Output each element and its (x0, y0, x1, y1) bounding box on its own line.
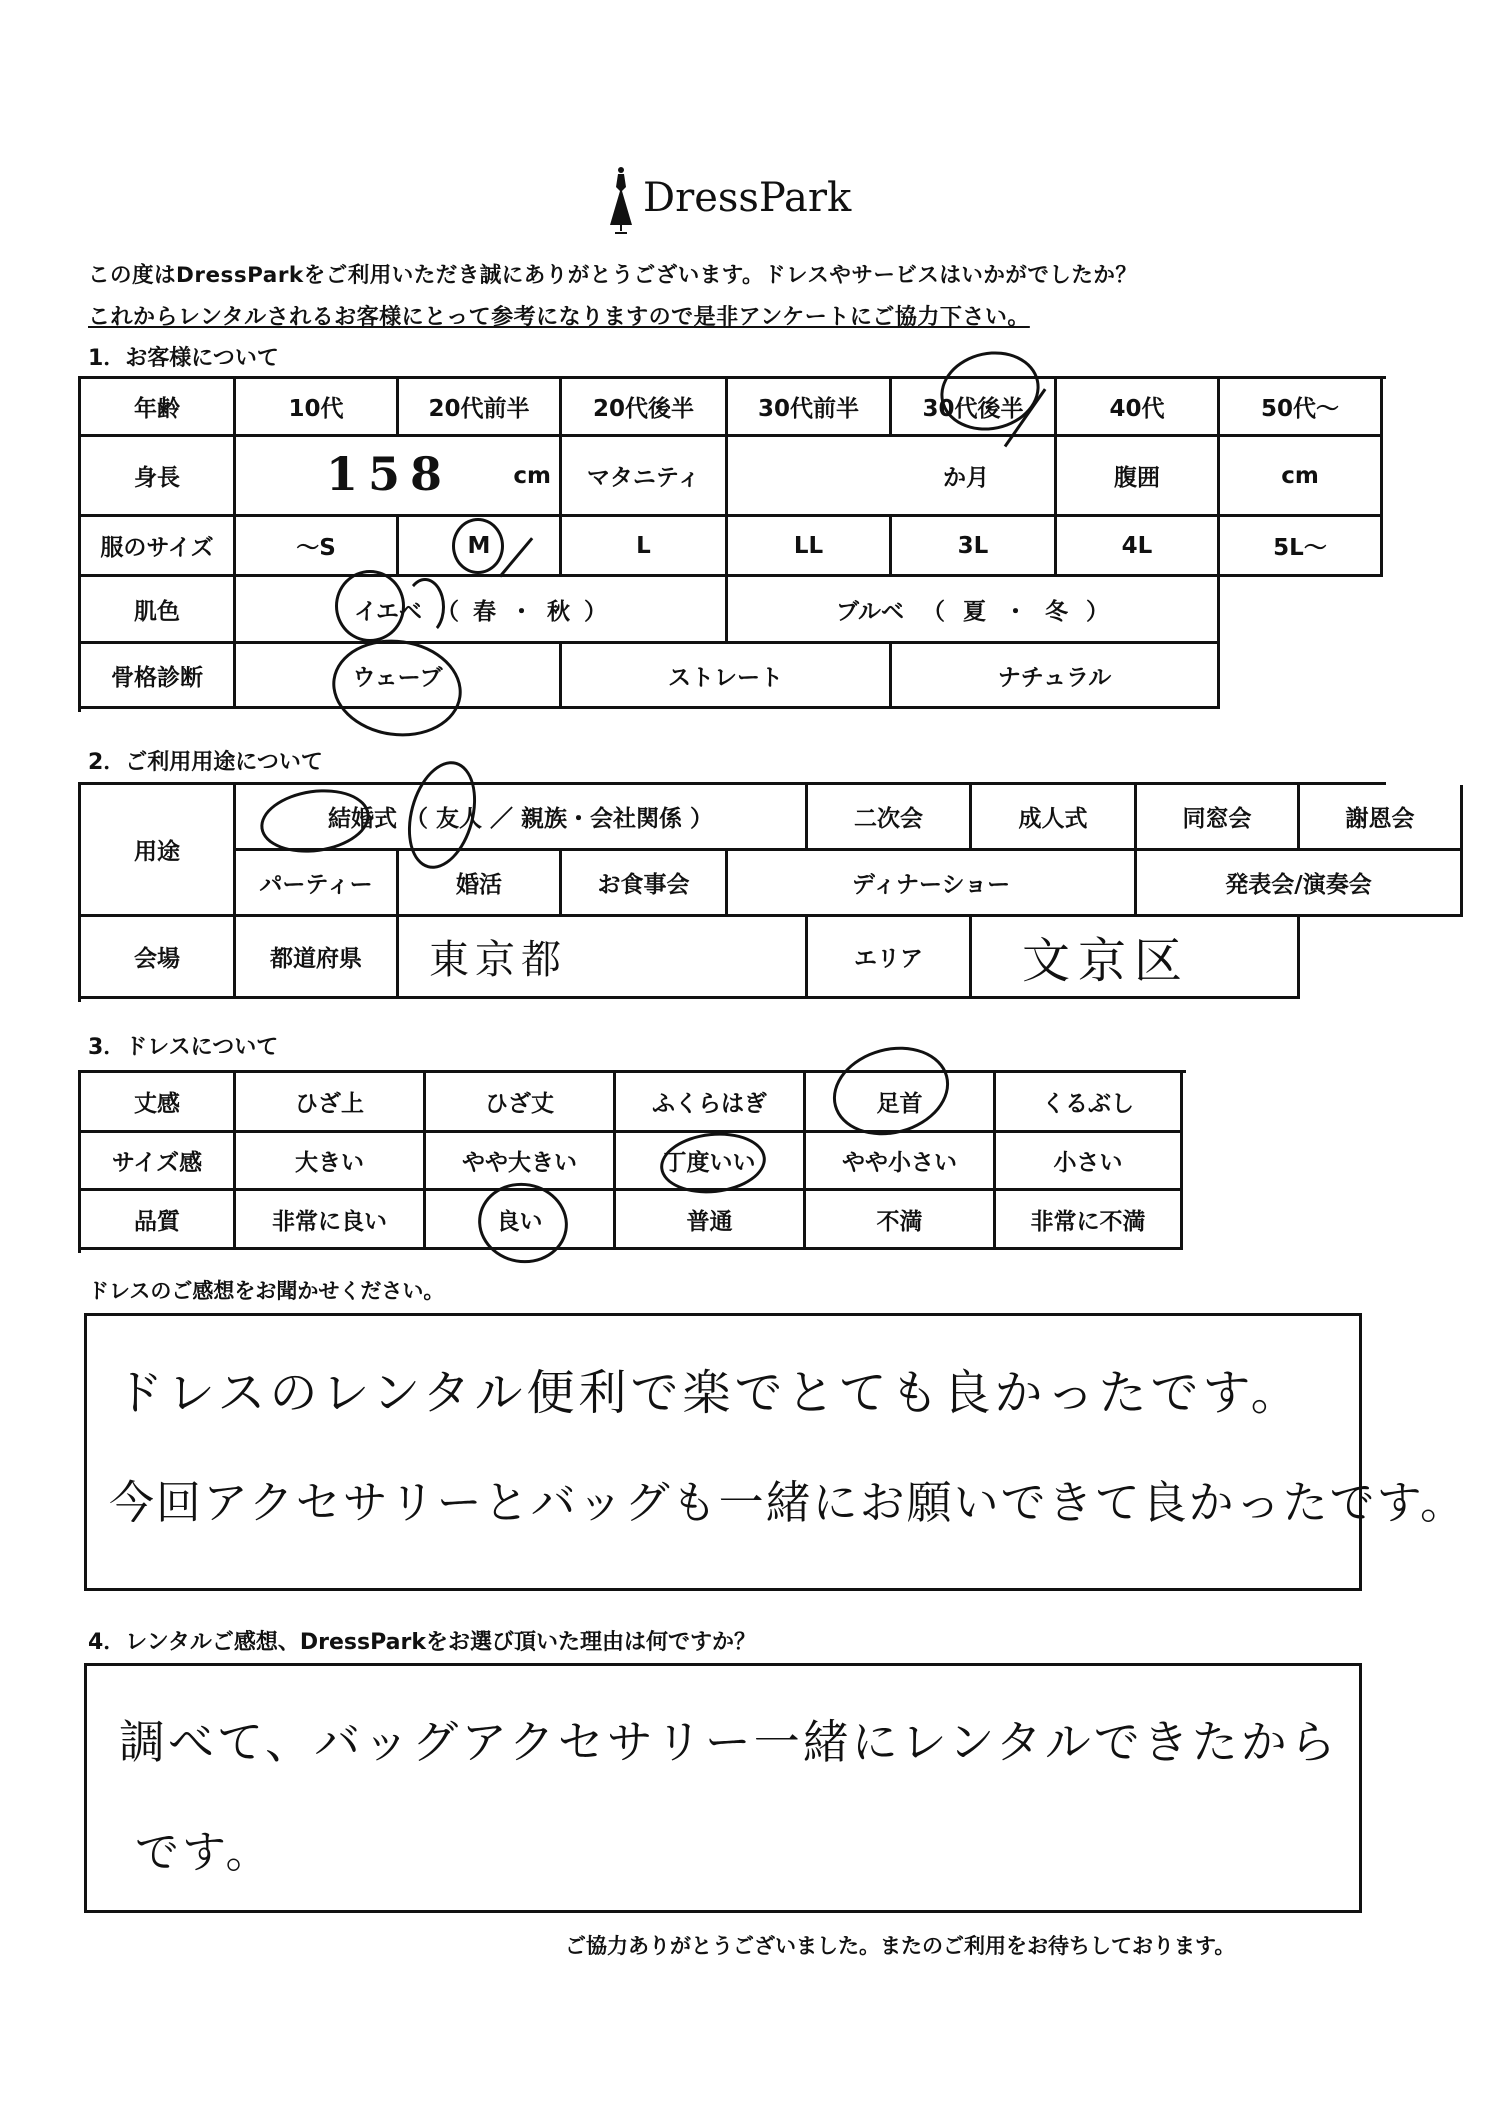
paren-close: ） (1086, 598, 1110, 625)
area-field[interactable] (972, 917, 1300, 999)
slash: ／ (490, 806, 513, 832)
fit-option-selected[interactable]: 丁度いい (616, 1133, 806, 1191)
length-option[interactable]: ふくらはぎ (616, 1073, 806, 1133)
size-option[interactable]: ～S (236, 517, 399, 577)
reason-line-2: です。 (135, 1827, 273, 1878)
coming-of-age-option[interactable]: 成人式 (972, 785, 1137, 851)
brand-name: DressPark (643, 175, 852, 221)
konkatsu-option[interactable]: 婚活 (399, 851, 562, 917)
wedding-label: 結婚式 (328, 806, 397, 832)
winter-option: 冬 (1045, 598, 1069, 625)
spring-option: 春 (473, 598, 497, 625)
relatives-option: 親族・会社関係 (521, 806, 682, 832)
fit-option[interactable]: やや大きい (426, 1133, 616, 1191)
height-unit: cm (513, 462, 551, 489)
fit-option[interactable]: 小さい (996, 1133, 1183, 1191)
reason-box[interactable] (84, 1663, 1362, 1913)
size-option-selected[interactable]: M (399, 517, 562, 577)
area-label: エリア (808, 917, 972, 999)
waist-unit: cm (1281, 462, 1319, 489)
after-party-option[interactable]: 二次会 (808, 785, 972, 851)
skin-selection-bracket (405, 578, 445, 636)
feedback-box[interactable] (84, 1313, 1468, 1591)
recital-option[interactable]: 発表会/演奏会 (1137, 851, 1463, 917)
fit-label: サイズ感 (81, 1133, 236, 1191)
yellow-base-label: イエベ (353, 598, 423, 625)
skeleton-option-selected[interactable]: ウェーブ (236, 644, 562, 709)
age-option[interactable]: 20代前半 (399, 379, 562, 437)
summer-option: 夏 (963, 598, 987, 625)
separator-dot: ・ (1004, 598, 1028, 625)
feedback-line-2: 今回アクセサリーとバッグも一緒にお願いできて良かったです。 (109, 1476, 1468, 1529)
size-option[interactable]: L (562, 517, 728, 577)
customer-table (78, 376, 1386, 712)
age-option[interactable]: 50代～ (1220, 379, 1383, 437)
length-option[interactable]: ひざ丈 (426, 1073, 616, 1133)
section3-title: 3．ドレスについて (88, 1035, 279, 1060)
paren-close: ） (584, 598, 608, 625)
length-option-selected[interactable]: 足首 (806, 1073, 996, 1133)
intro-line-2: これからレンタルされるお客様にとって参考になりますので是非アンケートにご協力下さい。 (88, 305, 1030, 330)
length-label: 丈感 (81, 1073, 236, 1133)
maternity-label: マタニティ (562, 437, 728, 517)
fit-option[interactable]: やや小さい (806, 1133, 996, 1191)
footer-thanks: ご協力ありがとうございました。またのご利用をお待ちしております。 (565, 1934, 1236, 1958)
friend-option: 友人 (436, 806, 482, 832)
area-value: 文京区 (1022, 933, 1191, 989)
quality-option[interactable]: 非常に良い (236, 1191, 426, 1250)
length-option[interactable]: くるぶし (996, 1073, 1183, 1133)
prefecture-field[interactable] (399, 917, 808, 999)
age-label: 年齢 (81, 379, 236, 437)
section1-title: 1．お客様について (88, 346, 279, 371)
height-value: 158 (326, 447, 453, 501)
size-option[interactable]: 3L (892, 517, 1057, 577)
size-option[interactable]: 4L (1057, 517, 1220, 577)
skeleton-label: 骨格診断 (81, 644, 236, 709)
quality-option[interactable]: 非常に不満 (996, 1191, 1183, 1250)
reason-line-1: 調べて、バッグアクセサリー一緒にレンタルできたから (119, 1715, 1339, 1769)
venue-label: 会場 (81, 917, 236, 999)
length-option[interactable]: ひざ上 (236, 1073, 426, 1133)
dinner-option[interactable]: お食事会 (562, 851, 728, 917)
paren-open: （ (405, 806, 428, 832)
age-option[interactable]: 20代後半 (562, 379, 728, 437)
prefecture-label: 都道府県 (236, 917, 399, 999)
size-selection-circle (452, 518, 504, 574)
skin-label: 肌色 (81, 577, 236, 644)
dress-icon (608, 165, 634, 235)
purpose-label: 用途 (81, 785, 236, 917)
logo (608, 165, 852, 235)
feedback-line-1: ドレスのレンタル便利で楽でとても良かったです。 (115, 1365, 1303, 1421)
paren-open: （ (922, 598, 946, 625)
autumn-option: 秋 (547, 598, 571, 625)
skeleton-option[interactable]: ストレート (562, 644, 892, 709)
paren-close: ） (690, 806, 713, 832)
reunion-option[interactable]: 同窓会 (1137, 785, 1300, 851)
age-option[interactable]: 40代 (1057, 379, 1220, 437)
quality-option[interactable]: 普通 (616, 1191, 806, 1250)
skin-blue-base[interactable] (728, 577, 1220, 644)
skeleton-option[interactable]: ナチュラル (892, 644, 1220, 709)
maternity-field[interactable] (728, 437, 1057, 517)
waist-field[interactable] (1220, 437, 1383, 517)
skin-selection-circle (335, 570, 405, 642)
blue-base-label: ブルベ (835, 598, 905, 625)
intro-line-1: この度はDressParkをご利用いただき誠にありがとうございます。ドレスやサービスはいかがでしたか？ (88, 263, 1138, 288)
quality-label: 品質 (81, 1191, 236, 1250)
thanks-party-option[interactable]: 謝恩会 (1300, 785, 1463, 851)
age-option-selected[interactable]: 30代後半 (892, 379, 1057, 437)
section2-title: 2．ご利用用途について (88, 750, 323, 775)
skin-yellow-base[interactable] (236, 577, 728, 644)
fit-option[interactable]: 大きい (236, 1133, 426, 1191)
feedback-prompt: ドレスのご感想をお聞かせください。 (88, 1279, 445, 1303)
height-label: 身長 (81, 437, 236, 517)
quality-option[interactable]: 不満 (806, 1191, 996, 1250)
age-option[interactable]: 10代 (236, 379, 399, 437)
prefecture-value: 東京都 (429, 937, 567, 983)
maternity-unit: か月 (943, 465, 989, 491)
size-option[interactable]: 5L～ (1220, 517, 1383, 577)
section4-title: 4．レンタルご感想、DressParkをお選び頂いた理由は何ですか？ (88, 1630, 756, 1655)
quality-option-selected[interactable]: 良い (426, 1191, 616, 1250)
dinner-show-option[interactable]: ディナーショー (728, 851, 1137, 917)
size-label: 服のサイズ (81, 517, 236, 577)
party-option[interactable]: パーティー (236, 851, 399, 917)
size-option[interactable]: LL (728, 517, 892, 577)
dress-table (78, 1070, 1186, 1253)
height-field[interactable] (236, 437, 562, 517)
waist-label: 腹囲 (1057, 437, 1220, 517)
separator-dot: ・ (510, 598, 534, 625)
age-option[interactable]: 30代前半 (728, 379, 892, 437)
paren-open: （ (436, 598, 460, 625)
